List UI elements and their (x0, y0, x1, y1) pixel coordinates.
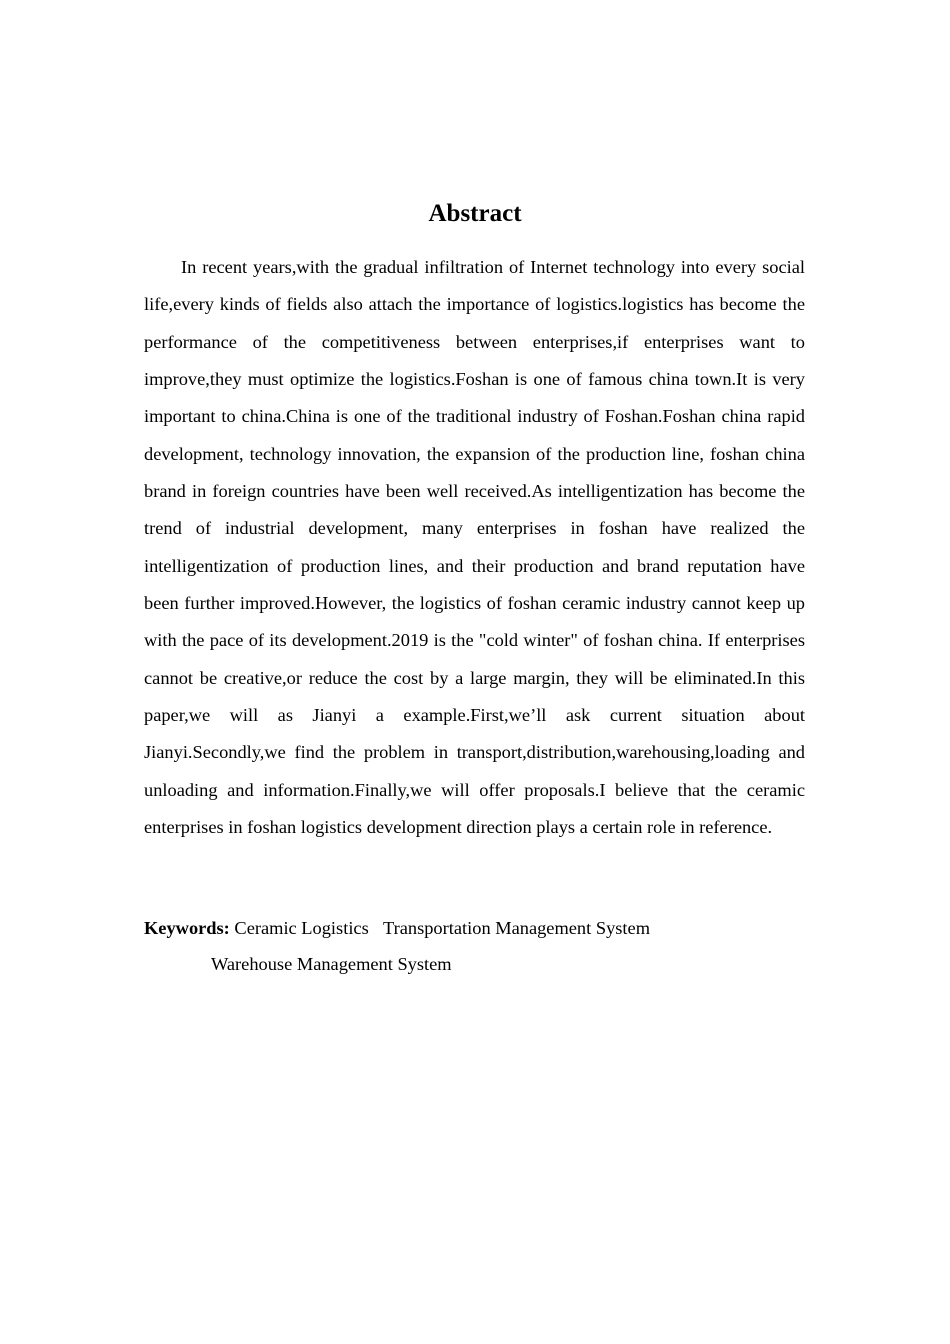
keywords-section (144, 910, 805, 982)
keyword-item: Warehouse Management System (211, 954, 452, 974)
abstract-heading: Abstract (428, 200, 522, 227)
keywords-label: Keywords: (144, 918, 230, 938)
keyword-item: Ceramic Logistics (234, 918, 369, 938)
keyword-item: Transportation Management System (383, 918, 650, 938)
abstract-paragraph: In recent years,with the gradual infiltration of Internet technology into every social life,every kinds of fields also attach the importance of logistics.logistics has become the performance of the competitiveness between enterprises,if enterprises want to improve,they must optimize the logistics.Foshan is one of famous china town.It is very important to china.China is one of the traditional industry of Foshan.Foshan china rapid development, technology innovation, the expansion of the production line, foshan china brand in foreign countries have been well received.As intelligentization has become the trend of industrial development, many enterprises in foshan have realized the intelligentization of production lines, and their production and brand reputation have been further improved.However, the logistics of foshan ceramic industry cannot keep up with the pace of its development.2019 is the "cold winter" of foshan china. If enterprises cannot be creative,or reduce the cost by a large margin, they will be eliminated.In this paper,we will as Jianyi a example.First,we’ll ask current situation about Jianyi.Secondly,we find the problem in transport,distribution,warehousing,loading and unloading and information.Finally,we will offer proposals.I believe that the ceramic enterprises in foshan logistics development direction plays a certain role in reference. (144, 257, 805, 838)
